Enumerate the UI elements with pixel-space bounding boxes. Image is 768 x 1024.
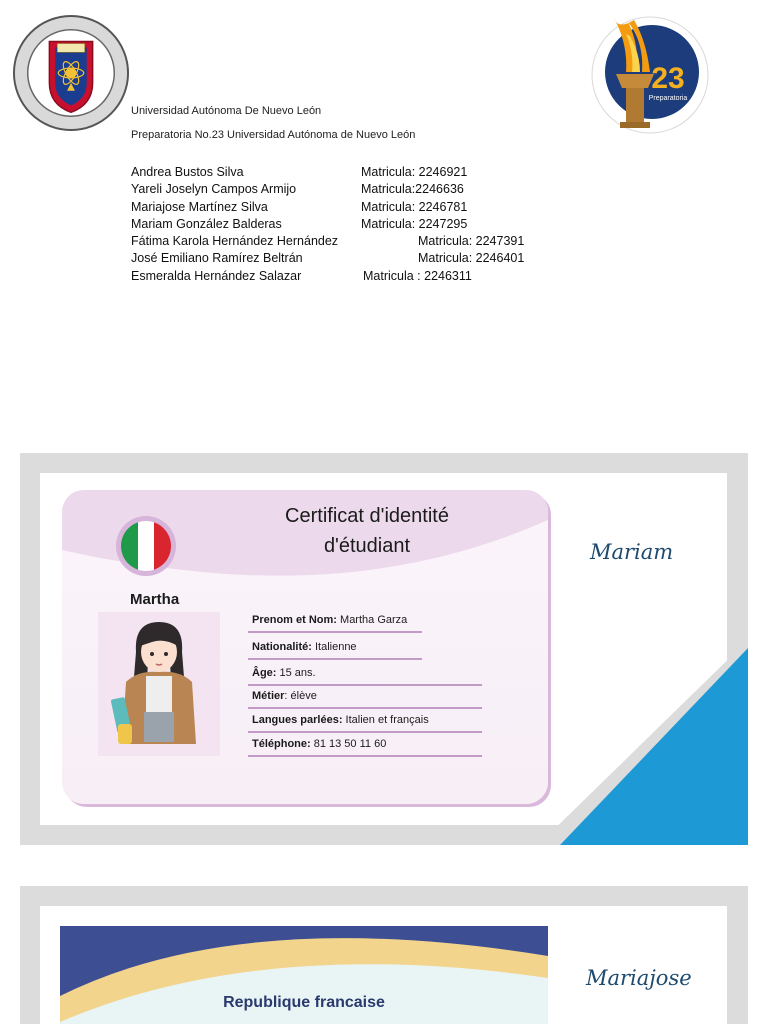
student-row [131, 251, 691, 268]
slide-author: Mariam [590, 540, 674, 564]
field-underline [248, 707, 482, 709]
prepa-name: Preparatoria No.23 Universidad Autónoma de Nuevo León [131, 129, 416, 141]
field-label: Âge: [252, 667, 277, 679]
blue-triangle-decoration [538, 640, 748, 845]
field-label: Métier [252, 690, 285, 702]
field-label: Nationalité: [252, 641, 312, 653]
student-row [131, 165, 691, 182]
field-name [252, 614, 407, 626]
university-name: Universidad Autónoma De Nuevo León [131, 105, 322, 117]
student-row [131, 234, 691, 251]
uanl-seal-icon [12, 14, 130, 132]
slide-mariajose [20, 886, 748, 1024]
slide-author: Mariajose [586, 966, 692, 990]
field-value: Martha Garza [336, 614, 408, 626]
student-matricula: Matricula: 2247391 [418, 234, 525, 249]
student-id-card [62, 490, 548, 804]
field-label: Langues parlées: [252, 714, 343, 726]
france-banner [60, 926, 548, 1024]
student-name: Yareli Joselyn Campos Armijo [131, 182, 297, 197]
svg-text:Preparatoria: Preparatoria [648, 95, 688, 102]
student-matricula: Matricula: 2247295 [361, 216, 468, 231]
card-title: Certificat d'identité [285, 505, 449, 527]
student-row [131, 269, 691, 286]
student-matricula: Matricula: 2246401 [418, 251, 525, 266]
field-underline [248, 731, 482, 733]
field-value: Italien et français [342, 714, 429, 726]
field-age [252, 667, 316, 679]
student-name: Fátima Karola Hernández Hernández [131, 234, 339, 249]
card-person-name: Martha [130, 591, 180, 608]
student-name: Esmeralda Hernández Salazar [131, 268, 302, 283]
field-nationality [252, 641, 357, 653]
student-list [131, 165, 691, 286]
prepa23-torch-logo-icon [588, 14, 710, 136]
student-matricula: Matricula: 2246781 [361, 199, 468, 214]
banner-title: Republique francaise [223, 994, 385, 1011]
student-row [131, 182, 691, 199]
field-underline [248, 755, 482, 757]
student-row [131, 217, 691, 234]
field-occupation [252, 690, 317, 702]
student-matricula: Matricula : 2246311 [363, 268, 472, 283]
field-underline [248, 658, 422, 660]
student-name: Andrea Bustos Silva [131, 165, 244, 179]
student-avatar-illustration [98, 612, 220, 756]
field-label: Téléphone: [252, 738, 311, 750]
field-underline [248, 631, 422, 633]
slide-canvas [40, 906, 727, 1024]
field-underline [248, 684, 482, 686]
student-row [131, 200, 691, 217]
card-title: d'étudiant [323, 535, 411, 557]
svg-text:23: 23 [651, 62, 685, 95]
student-matricula: Matricula:2246636 [361, 182, 464, 197]
student-name: José Emiliano Ramírez Beltrán [131, 251, 303, 266]
student-name: Mariajose Martínez Silva [131, 199, 268, 214]
student-name: Mariam González Balderas [131, 216, 282, 231]
slide-mariam [20, 453, 748, 845]
field-value: 15 ans. [276, 667, 316, 679]
student-matricula: Matricula: 2246921 [361, 165, 468, 179]
field-value: 81 13 50 11 60 [310, 738, 387, 750]
italian-flag-icon [115, 515, 177, 577]
field-value: : élève [284, 690, 317, 702]
field-value: Italienne [311, 641, 357, 653]
field-phone [252, 738, 386, 750]
field-languages [252, 714, 429, 726]
field-label: Prenom et Nom: [252, 614, 337, 626]
